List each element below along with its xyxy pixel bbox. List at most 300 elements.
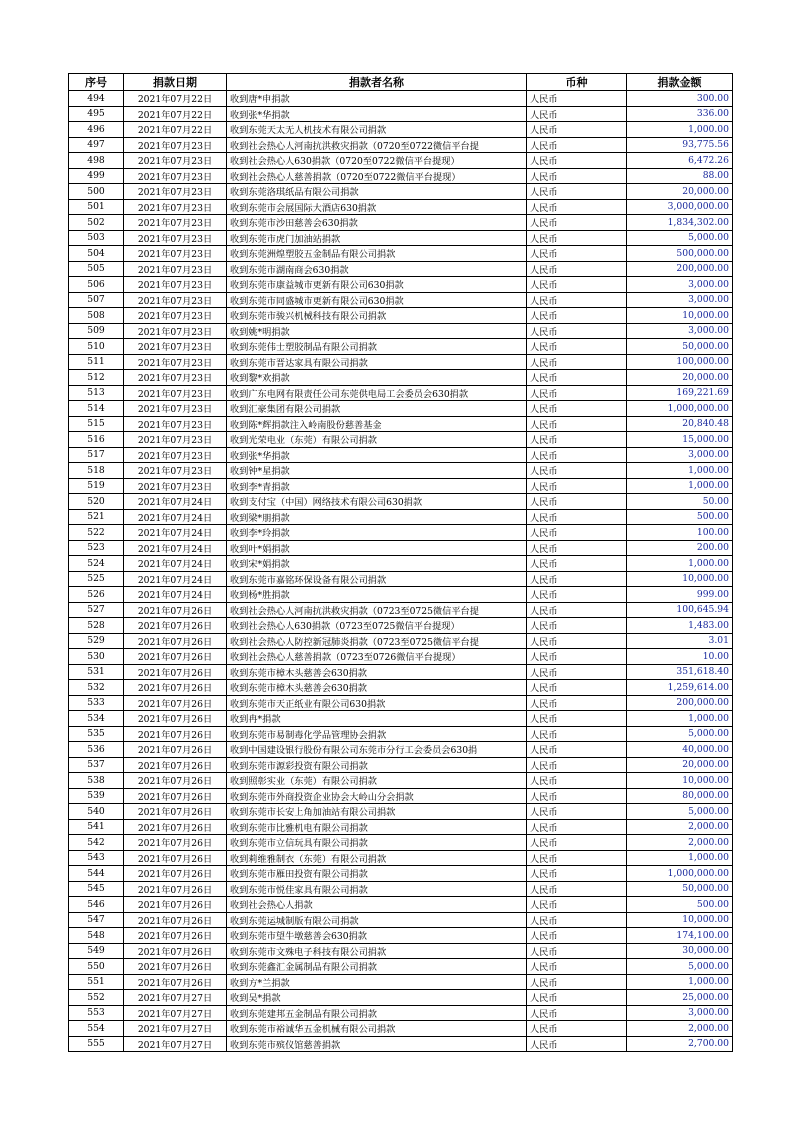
currency: 人民币 xyxy=(527,556,627,572)
donation-date: 2021年07月26日 xyxy=(124,742,227,758)
donation-date: 2021年07月27日 xyxy=(124,1036,227,1052)
currency: 人民币 xyxy=(527,912,627,928)
table-row xyxy=(69,726,733,742)
currency: 人民币 xyxy=(527,292,627,308)
currency: 人民币 xyxy=(527,385,627,401)
donor-name: 收到东莞市骏兴机械科技有限公司捐款 xyxy=(227,308,527,324)
table-row xyxy=(69,168,733,184)
donation-amount: 174,100.00 xyxy=(627,928,733,944)
donation-date: 2021年07月26日 xyxy=(124,757,227,773)
donation-amount: 1,000,000.00 xyxy=(627,866,733,882)
currency: 人民币 xyxy=(527,742,627,758)
donation-amount: 500.00 xyxy=(627,897,733,913)
table-row xyxy=(69,230,733,246)
donation-date: 2021年07月24日 xyxy=(124,571,227,587)
currency: 人民币 xyxy=(527,571,627,587)
donor-name: 收到东莞市长安上角加油站有限公司捐款 xyxy=(227,804,527,820)
donation-date: 2021年07月26日 xyxy=(124,711,227,727)
table-row xyxy=(69,1036,733,1052)
donation-date: 2021年07月23日 xyxy=(124,308,227,324)
donation-amount: 80,000.00 xyxy=(627,788,733,804)
row-number: 553 xyxy=(69,1005,124,1021)
currency: 人民币 xyxy=(527,153,627,169)
row-number: 542 xyxy=(69,835,124,851)
donor-name: 收到东莞市悦佳家具有限公司捐款 xyxy=(227,881,527,897)
donation-date: 2021年07月23日 xyxy=(124,385,227,401)
table-row xyxy=(69,122,733,138)
row-number: 549 xyxy=(69,943,124,959)
currency: 人民币 xyxy=(527,695,627,711)
donation-amount: 100,645.94 xyxy=(627,602,733,618)
row-number: 545 xyxy=(69,881,124,897)
donation-amount: 2,000.00 xyxy=(627,835,733,851)
row-number: 547 xyxy=(69,912,124,928)
row-number: 495 xyxy=(69,106,124,122)
table-row xyxy=(69,711,733,727)
currency: 人民币 xyxy=(527,463,627,479)
donation-amount: 30,000.00 xyxy=(627,943,733,959)
row-number: 529 xyxy=(69,633,124,649)
donor-name: 收到社会热心人河南抗洪救灾捐款（0723至0725微信平台提 xyxy=(227,602,527,618)
donor-name: 收到东莞市比雅机电有限公司捐款 xyxy=(227,819,527,835)
table-row xyxy=(69,525,733,541)
donation-date: 2021年07月24日 xyxy=(124,509,227,525)
donation-date: 2021年07月23日 xyxy=(124,354,227,370)
donation-date: 2021年07月26日 xyxy=(124,649,227,665)
row-number: 506 xyxy=(69,277,124,293)
donor-name: 收到社会热心人慈善捐款（0723至0726微信平台提现） xyxy=(227,649,527,665)
currency: 人民币 xyxy=(527,509,627,525)
donation-date: 2021年07月23日 xyxy=(124,401,227,417)
table-row xyxy=(69,757,733,773)
row-number: 508 xyxy=(69,308,124,324)
donation-date: 2021年07月23日 xyxy=(124,153,227,169)
currency: 人民币 xyxy=(527,230,627,246)
table-row xyxy=(69,633,733,649)
donor-name: 收到梁*朋捐款 xyxy=(227,509,527,525)
donation-amount: 1,000.00 xyxy=(627,463,733,479)
donation-date: 2021年07月23日 xyxy=(124,184,227,200)
row-number: 530 xyxy=(69,649,124,665)
donation-amount: 1,000.00 xyxy=(627,711,733,727)
donation-amount: 3,000,000.00 xyxy=(627,199,733,215)
row-number: 540 xyxy=(69,804,124,820)
donation-date: 2021年07月23日 xyxy=(124,137,227,153)
donation-date: 2021年07月23日 xyxy=(124,277,227,293)
row-number: 521 xyxy=(69,509,124,525)
currency: 人民币 xyxy=(527,897,627,913)
donation-amount: 20,000.00 xyxy=(627,370,733,386)
currency: 人民币 xyxy=(527,91,627,107)
row-number: 518 xyxy=(69,463,124,479)
currency: 人民币 xyxy=(527,308,627,324)
donation-date: 2021年07月26日 xyxy=(124,974,227,990)
donation-date: 2021年07月23日 xyxy=(124,168,227,184)
row-number: 538 xyxy=(69,773,124,789)
donation-date: 2021年07月26日 xyxy=(124,726,227,742)
table-row xyxy=(69,618,733,634)
table-row xyxy=(69,990,733,1006)
donation-date: 2021年07月26日 xyxy=(124,602,227,618)
donation-amount: 100.00 xyxy=(627,525,733,541)
row-number: 552 xyxy=(69,990,124,1006)
donation-amount: 1,000.00 xyxy=(627,850,733,866)
currency: 人民币 xyxy=(527,370,627,386)
currency: 人民币 xyxy=(527,587,627,603)
header-no: 序号 xyxy=(69,74,124,91)
row-number: 515 xyxy=(69,416,124,432)
row-number: 494 xyxy=(69,91,124,107)
donor-name: 收到冉*捐款 xyxy=(227,711,527,727)
donation-amount: 169,221.69 xyxy=(627,385,733,401)
donation-date: 2021年07月23日 xyxy=(124,230,227,246)
donation-date: 2021年07月26日 xyxy=(124,773,227,789)
currency: 人民币 xyxy=(527,990,627,1006)
row-number: 512 xyxy=(69,370,124,386)
currency: 人民币 xyxy=(527,680,627,696)
donation-date: 2021年07月24日 xyxy=(124,540,227,556)
header-row xyxy=(69,74,733,91)
table-row xyxy=(69,680,733,696)
donation-amount: 999.00 xyxy=(627,587,733,603)
currency: 人民币 xyxy=(527,261,627,277)
donor-name: 收到社会热心人防控新冠肺炎捐款（0723至0725微信平台提 xyxy=(227,633,527,649)
donation-date: 2021年07月24日 xyxy=(124,494,227,510)
currency: 人民币 xyxy=(527,494,627,510)
donation-amount: 351,618.40 xyxy=(627,664,733,680)
row-number: 499 xyxy=(69,168,124,184)
donor-name: 收到东莞天太无人机技术有限公司捐款 xyxy=(227,122,527,138)
donation-date: 2021年07月23日 xyxy=(124,339,227,355)
donation-amount: 3,000.00 xyxy=(627,1005,733,1021)
header-date: 捐款日期 xyxy=(124,74,227,91)
donor-name: 收到唐*申捐款 xyxy=(227,91,527,107)
currency: 人民币 xyxy=(527,199,627,215)
currency: 人民币 xyxy=(527,819,627,835)
currency: 人民币 xyxy=(527,943,627,959)
currency: 人民币 xyxy=(527,447,627,463)
donation-date: 2021年07月26日 xyxy=(124,866,227,882)
donation-amount: 336.00 xyxy=(627,106,733,122)
donation-date: 2021年07月26日 xyxy=(124,835,227,851)
donor-name: 收到东莞市殡仪馆慈善捐款 xyxy=(227,1036,527,1052)
donation-date: 2021年07月23日 xyxy=(124,416,227,432)
donor-name: 收到李*玲捐款 xyxy=(227,525,527,541)
table-row xyxy=(69,943,733,959)
donation-amount: 10,000.00 xyxy=(627,308,733,324)
donor-name: 收到东莞市裕诚华五金机械有限公司捐款 xyxy=(227,1021,527,1037)
table-row xyxy=(69,447,733,463)
table-row xyxy=(69,912,733,928)
donor-name: 收到东莞市天正纸业有限公司630捐款 xyxy=(227,695,527,711)
table-row xyxy=(69,153,733,169)
donation-date: 2021年07月26日 xyxy=(124,664,227,680)
donation-amount: 10,000.00 xyxy=(627,773,733,789)
donation-date: 2021年07月24日 xyxy=(124,556,227,572)
donor-name: 收到东莞市晋达家具有限公司捐款 xyxy=(227,354,527,370)
currency: 人民币 xyxy=(527,1005,627,1021)
donation-date: 2021年07月26日 xyxy=(124,680,227,696)
donation-amount: 200,000.00 xyxy=(627,261,733,277)
currency: 人民币 xyxy=(527,974,627,990)
donation-date: 2021年07月24日 xyxy=(124,525,227,541)
donation-amount: 100,000.00 xyxy=(627,354,733,370)
table-row xyxy=(69,928,733,944)
donation-date: 2021年07月23日 xyxy=(124,447,227,463)
currency: 人民币 xyxy=(527,757,627,773)
donor-name: 收到东莞市立信玩具有限公司捐款 xyxy=(227,835,527,851)
donation-amount: 20,000.00 xyxy=(627,757,733,773)
table-row xyxy=(69,494,733,510)
currency: 人民币 xyxy=(527,773,627,789)
donor-name: 收到陈*辉捐款注入岭南股份慈善基金 xyxy=(227,416,527,432)
table-row xyxy=(69,1021,733,1037)
table-row xyxy=(69,246,733,262)
table-row xyxy=(69,742,733,758)
currency: 人民币 xyxy=(527,804,627,820)
currency: 人民币 xyxy=(527,215,627,231)
donor-name: 收到东莞市湖南商会630捐款 xyxy=(227,261,527,277)
row-number: 505 xyxy=(69,261,124,277)
donation-amount: 3,000.00 xyxy=(627,292,733,308)
table-row xyxy=(69,339,733,355)
table-row xyxy=(69,556,733,572)
table-row xyxy=(69,540,733,556)
donor-name: 收到社会热心人630捐款（0723至0725微信平台提现） xyxy=(227,618,527,634)
donation-amount: 3,000.00 xyxy=(627,277,733,293)
row-number: 507 xyxy=(69,292,124,308)
donation-amount: 1,000.00 xyxy=(627,122,733,138)
currency: 人民币 xyxy=(527,866,627,882)
currency: 人民币 xyxy=(527,525,627,541)
donor-name: 收到钟*星捐款 xyxy=(227,463,527,479)
donor-name: 收到广东电网有限责任公司东莞供电局工会委员会630捐款 xyxy=(227,385,527,401)
donor-name: 收到东莞建邦五金制品有限公司捐款 xyxy=(227,1005,527,1021)
currency: 人民币 xyxy=(527,788,627,804)
table-row xyxy=(69,819,733,835)
donor-name: 收到叶*娟捐款 xyxy=(227,540,527,556)
donation-amount: 2,000.00 xyxy=(627,819,733,835)
table-row xyxy=(69,835,733,851)
donor-name: 收到方*兰捐款 xyxy=(227,974,527,990)
table-row xyxy=(69,261,733,277)
donor-name: 收到张*华捐款 xyxy=(227,106,527,122)
donor-name: 收到宋*娟捐款 xyxy=(227,556,527,572)
donor-name: 收到东莞市源彩投资有限公司捐款 xyxy=(227,757,527,773)
donation-date: 2021年07月23日 xyxy=(124,292,227,308)
currency: 人民币 xyxy=(527,959,627,975)
donor-name: 收到东莞市康益城市更新有限公司630捐款 xyxy=(227,277,527,293)
row-number: 523 xyxy=(69,540,124,556)
donation-date: 2021年07月23日 xyxy=(124,478,227,494)
row-number: 532 xyxy=(69,680,124,696)
donation-table xyxy=(68,73,733,1052)
donation-amount: 5,000.00 xyxy=(627,959,733,975)
currency: 人民币 xyxy=(527,416,627,432)
row-number: 525 xyxy=(69,571,124,587)
donation-amount: 500,000.00 xyxy=(627,246,733,262)
row-number: 541 xyxy=(69,819,124,835)
table-row xyxy=(69,649,733,665)
table-row xyxy=(69,137,733,153)
donation-date: 2021年07月26日 xyxy=(124,943,227,959)
row-number: 517 xyxy=(69,447,124,463)
row-number: 535 xyxy=(69,726,124,742)
donation-date: 2021年07月26日 xyxy=(124,633,227,649)
currency: 人民币 xyxy=(527,726,627,742)
currency: 人民币 xyxy=(527,835,627,851)
table-row xyxy=(69,602,733,618)
donor-name: 收到社会热心人河南抗洪救灾捐款（0720至0722微信平台提 xyxy=(227,137,527,153)
row-number: 528 xyxy=(69,618,124,634)
currency: 人民币 xyxy=(527,664,627,680)
donation-date: 2021年07月23日 xyxy=(124,199,227,215)
header-amount: 捐款金额 xyxy=(627,74,733,91)
donor-name: 收到东莞鑫汇金属制品有限公司捐款 xyxy=(227,959,527,975)
table-row xyxy=(69,881,733,897)
row-number: 496 xyxy=(69,122,124,138)
header-currency: 币种 xyxy=(527,74,627,91)
donation-date: 2021年07月23日 xyxy=(124,370,227,386)
donor-name: 收到黎*欢捐款 xyxy=(227,370,527,386)
table-row xyxy=(69,106,733,122)
donation-date: 2021年07月23日 xyxy=(124,432,227,448)
donation-date: 2021年07月26日 xyxy=(124,788,227,804)
donor-name: 收到东莞市樟木头慈善会630捐款 xyxy=(227,664,527,680)
row-number: 526 xyxy=(69,587,124,603)
currency: 人民币 xyxy=(527,106,627,122)
row-number: 503 xyxy=(69,230,124,246)
table-row xyxy=(69,354,733,370)
donation-date: 2021年07月27日 xyxy=(124,1005,227,1021)
row-number: 519 xyxy=(69,478,124,494)
donation-amount: 5,000.00 xyxy=(627,230,733,246)
row-number: 550 xyxy=(69,959,124,975)
currency: 人民币 xyxy=(527,432,627,448)
donation-amount: 1,259,614.00 xyxy=(627,680,733,696)
row-number: 514 xyxy=(69,401,124,417)
table-row xyxy=(69,974,733,990)
donation-amount: 1,000.00 xyxy=(627,556,733,572)
donor-name: 收到汇豪集团有限公司捐款 xyxy=(227,401,527,417)
donation-amount: 88.00 xyxy=(627,168,733,184)
donation-date: 2021年07月22日 xyxy=(124,106,227,122)
currency: 人民币 xyxy=(527,168,627,184)
table-row xyxy=(69,804,733,820)
row-number: 539 xyxy=(69,788,124,804)
row-number: 546 xyxy=(69,897,124,913)
donation-amount: 93,775.56 xyxy=(627,137,733,153)
row-number: 544 xyxy=(69,866,124,882)
table-header xyxy=(69,74,733,91)
currency: 人民币 xyxy=(527,711,627,727)
currency: 人民币 xyxy=(527,354,627,370)
donor-name: 收到东莞运城制版有限公司捐款 xyxy=(227,912,527,928)
currency: 人民币 xyxy=(527,122,627,138)
donor-name: 收到张*华捐款 xyxy=(227,447,527,463)
table-row xyxy=(69,897,733,913)
donation-date: 2021年07月26日 xyxy=(124,928,227,944)
currency: 人民币 xyxy=(527,540,627,556)
donor-name: 收到姚*明捐款 xyxy=(227,323,527,339)
table-row xyxy=(69,292,733,308)
donor-name: 收到东莞市虎门加油站捐款 xyxy=(227,230,527,246)
row-number: 537 xyxy=(69,757,124,773)
table-row xyxy=(69,432,733,448)
donor-name: 收到东莞市嘉铭环保设备有限公司捐款 xyxy=(227,571,527,587)
table-row xyxy=(69,91,733,107)
currency: 人民币 xyxy=(527,339,627,355)
donor-name: 收到东莞市沙田慈善会630捐款 xyxy=(227,215,527,231)
donor-name: 收到东莞洛琪纸品有限公司捐款 xyxy=(227,184,527,200)
donation-amount: 2,700.00 xyxy=(627,1036,733,1052)
row-number: 524 xyxy=(69,556,124,572)
table-row xyxy=(69,199,733,215)
row-number: 533 xyxy=(69,695,124,711)
table-row xyxy=(69,401,733,417)
currency: 人民币 xyxy=(527,184,627,200)
table-row xyxy=(69,323,733,339)
row-number: 511 xyxy=(69,354,124,370)
table-row xyxy=(69,509,733,525)
currency: 人民币 xyxy=(527,246,627,262)
donation-amount: 3,000.00 xyxy=(627,447,733,463)
currency: 人民币 xyxy=(527,850,627,866)
donation-amount: 15,000.00 xyxy=(627,432,733,448)
donation-amount: 20,840.48 xyxy=(627,416,733,432)
donation-amount: 5,000.00 xyxy=(627,726,733,742)
donation-amount: 1,483.00 xyxy=(627,618,733,634)
table-row xyxy=(69,385,733,401)
table-row xyxy=(69,277,733,293)
table-row xyxy=(69,773,733,789)
currency: 人民币 xyxy=(527,649,627,665)
donor-name: 收到东莞市文殊电子科技有限公司捐款 xyxy=(227,943,527,959)
row-number: 522 xyxy=(69,525,124,541)
donation-date: 2021年07月26日 xyxy=(124,897,227,913)
donation-date: 2021年07月24日 xyxy=(124,587,227,603)
donation-amount: 10,000.00 xyxy=(627,571,733,587)
row-number: 509 xyxy=(69,323,124,339)
donation-amount: 3.01 xyxy=(627,633,733,649)
donor-name: 收到东莞市会展国际大酒店630捐款 xyxy=(227,199,527,215)
row-number: 513 xyxy=(69,385,124,401)
table-body xyxy=(69,91,733,1052)
currency: 人民币 xyxy=(527,881,627,897)
donation-amount: 20,000.00 xyxy=(627,184,733,200)
donation-date: 2021年07月22日 xyxy=(124,122,227,138)
row-number: 527 xyxy=(69,602,124,618)
donor-name: 收到光荣电业（东莞）有限公司捐款 xyxy=(227,432,527,448)
row-number: 534 xyxy=(69,711,124,727)
donation-amount: 2,000.00 xyxy=(627,1021,733,1037)
donation-date: 2021年07月26日 xyxy=(124,912,227,928)
donation-date: 2021年07月26日 xyxy=(124,959,227,975)
donation-date: 2021年07月27日 xyxy=(124,1021,227,1037)
currency: 人民币 xyxy=(527,633,627,649)
donor-name: 收到杨*胜捐款 xyxy=(227,587,527,603)
donor-name: 收到社会热心人630捐款（0720至0722微信平台提现） xyxy=(227,153,527,169)
donor-name: 收到东莞市外商投资企业协会大岭山分会捐款 xyxy=(227,788,527,804)
row-number: 516 xyxy=(69,432,124,448)
donation-amount: 50.00 xyxy=(627,494,733,510)
donation-date: 2021年07月27日 xyxy=(124,990,227,1006)
donation-amount: 50,000.00 xyxy=(627,339,733,355)
row-number: 504 xyxy=(69,246,124,262)
table-row xyxy=(69,463,733,479)
donation-amount: 300.00 xyxy=(627,91,733,107)
row-number: 536 xyxy=(69,742,124,758)
